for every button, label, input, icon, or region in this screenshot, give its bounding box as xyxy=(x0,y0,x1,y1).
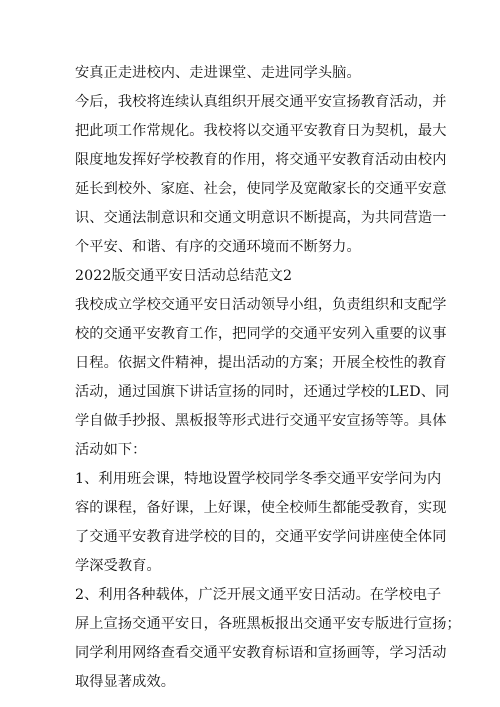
text-line: 今后，我校将连续认真组织开展交通平安宣扬教育活动，并 xyxy=(75,94,447,110)
text-line: 2、利用各种载体，广泛开展文通平安日活动。在学校电子 xyxy=(75,587,442,603)
text-line: 学自做手抄报、黑板报等形式进行交通平安宣扬等等。具体 xyxy=(75,413,447,429)
text-line: 容的课程，备好课，上好课，使全校师生都能受教育，实现 xyxy=(75,500,447,516)
text-line: 活动如下： xyxy=(75,442,147,458)
text-line: 限度地发挥好学校教育的作用，将交通平安教育活动由校内 xyxy=(75,152,447,168)
text-line: 1、利用班会课，特地设置学校同学冬季交通平安学问为内 xyxy=(75,471,442,487)
text-line: 我校成立学校交通平安日活动领导小组，负责组织和支配学 xyxy=(75,297,447,313)
text-line: 安真正走进校内、走进课堂、走进同学头脑。 xyxy=(75,65,361,81)
text-line: 识、交通法制意识和交通文明意识不断提高，为共同营造一 xyxy=(75,210,447,226)
text-line: 了交通平安教育进学校的目的，交通平安学问讲座使全体同 xyxy=(75,529,447,545)
text-line: 同学利用网络查看交通平安教育标语和宣扬画等，学习活动 xyxy=(75,645,447,661)
text-line: 把此项工作常规化。我校将以交通平安教育日为契机，最大 xyxy=(75,123,447,139)
text-line: 屏上宣扬交通平安日，各班黑板报出交通平安专版进行宣扬； xyxy=(75,616,461,632)
text-line: 取得显著成效。 xyxy=(75,674,176,690)
text-line: 活动，通过国旗下讲话宣扬的同时，还通过学校的LED、同 xyxy=(75,384,450,400)
text-line: 校的交通平安教育工作，把同学的交通平安列入重要的议事 xyxy=(75,326,447,342)
text-line: 个平安、和谐、有序的交通环境而不断努力。 xyxy=(75,239,361,255)
text-line: 日程。依据文件精神，提出活动的方案；开展全校性的教育 xyxy=(75,355,447,371)
text-line: 延长到校外、家庭、社会，使同学及宽敞家长的交通平安意 xyxy=(75,181,447,197)
section-heading: 2022版交通平安日活动总结范文2 xyxy=(75,268,293,284)
text-line: 学深受教育。 xyxy=(75,558,161,574)
